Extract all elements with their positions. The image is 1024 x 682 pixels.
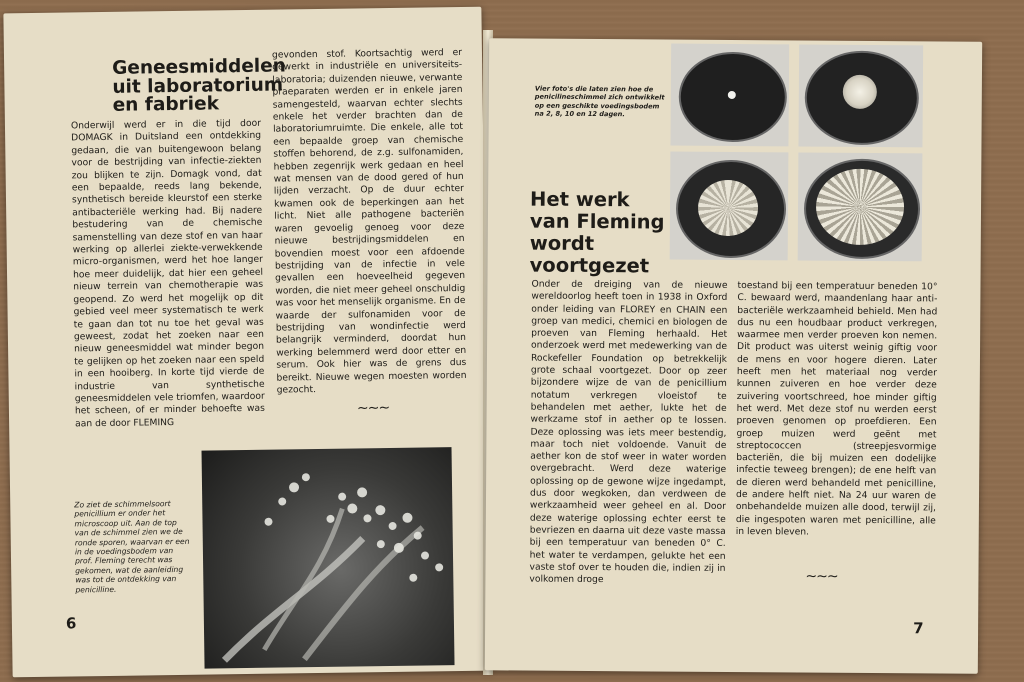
penicillium-spores-image (202, 447, 455, 668)
left-body-column-2: gevonden stof. Koortsachtig werd er gewerkt in industriële en universiteits-laboratoria; duizenden nieuwe, verwante praeparaten werden er in enkele jaren samengesteld, waarvan echter slechts enkele het verder brachten dan de laboratoriumruimte. Die enkele, alle tot een bepaalde groep van chemische stoffen behorend, de z.g. sulfonamiden, hebben zegenrijk werk gedaan en heel wat mensen van de dood gered of hun lijden verzacht. Op de duur echter kwamen ook de beperkingen aan het licht. Niet alle pathogene bacteriën waren gevoelig genoeg voor deze nieuwe bestrijdingsmiddelen en bovendien moest voor een afdoende bestrijding van de infectie in vele gevallen een hoeveelheid gegeven worden, die niet meer geheel onschuldig was voor het menselijk organisme. En de waarde der sulfonamiden voor de bestrijding van wondinfectie werd belangrijk verminderd, doordat hun werking belemmerd werd door etter en serum. Ook hier was de grens dus bereikt. Nieuwe wegen moesten worden gezocht. (271, 46, 467, 396)
right-squiggle-divider: ~~~ (805, 568, 838, 585)
petri-dish-day-8-photo (798, 44, 923, 147)
left-title-line-2: uit laboratorium (112, 73, 284, 98)
left-page-number: 6 (65, 614, 77, 633)
petri-dish-day-10-photo (670, 152, 789, 261)
right-body-column-2: toestand bij een temperatuur beneden 10° C. bewaard werd, maandenlang haar anti-bacteriële werkzaamheid behield. Men had dus nu een houdbaar product verkregen, waarmee men verder proeven kon nemen. Dit product was uiterst weinig giftig voor de mens en voor hogere dieren. Later heeft men het materiaal nog verder kunnen zuiveren en hoe verder deze zuivering voortschreed, hoe minder giftig het werd. Met deze stof nu werden eerst proeven genomen op proefdieren. Een groep muizen werd geënt met streptococcen (streepjesvormige bacteriën, die bij muizen een dodelijke infectie teweeg brengen); de ene helft van de dieren werd behandeld met penicilline, de andere helft niet. Na 24 uur waren de onbehandelde muizen alle dood, terwijl zij, die ingespoten waren met penicilline, alle in leven bleven. (735, 280, 938, 538)
petri-dish-caption: Vier foto's die laten zien hoe de penicilineschimmel zich ontwikkelt op een geschikte voedingsbodem na 2, 8, 10 en 12 dagen. (534, 84, 665, 119)
right-title-line-2: van Fleming (529, 209, 665, 234)
left-body-column-1: Onderwijl werd er in die tijd door DOMAGK in Duitsland een ontdekking gedaan, die van buitengewoon belang voor de bestrijding van infectie-ziekten zou blijken te zijn. Domagk vond, dat een bepaalde, reeds lang bekende, synthetisch bereide kleurstof een sterke antibacteriële werking had. Bij nadere bestudering van de chemische samenstelling van deze stof en van haar werking op allerlei ziekte-verwekkende micro-organismen, werd het hoe langer hoe meer duidelijk, dat hier een geheel nieuw terrein van chemotherapie was geopend. Zo werd het mogelijk op dit gebied veel meer systematisch te werk te gaan dan tot nu toe het geval was geweest, zodat het zoeken naar een nieuw geneesmiddel wat minder begon te gelijken op het zoeken naar een speld in een hooiberg. In korte tijd vierde de industrie van synthetische geneesmiddelen vele triomfen, waardoor het scheen, of er minder behoefte was aan de door FLEMING (70, 117, 266, 430)
microscope-photo (202, 447, 455, 668)
left-page (3, 7, 490, 678)
left-photo-caption: Zo ziet de schimmelsoort penicillium er onder het microscoop uit. Aan de top van de schimmel zien we de ronde sporen, waarvan er een in de voedingsbodem van prof. Fleming terecht was gekomen, wat de aanleiding was tot de ontdekking van penicilline. (74, 499, 190, 595)
right-page (485, 38, 982, 673)
right-title-line-3: wordt (529, 231, 595, 256)
right-title-line-4: voortgezet (529, 253, 650, 278)
right-page-title (530, 189, 665, 278)
right-body-column-1: Onder de dreiging van de nieuwe wereldoorlog heeft toen in 1938 in Oxford onder leiding van FLOREY en CHAIN een groep van medici, chemici en biologen de proeven van Fleming herhaald. Het onderzoek werd met medewerking van de Rockefeller Foundation op betrekkelijk grote schaal voortgezet. Door op zeer bijzondere wijze de van de penicillium notatum verkregen vloeistof te behandelen met aether, lukte het de werkzame stof in aether op te lossen. Deze oplossing was iets meer bestendig, maar toch niet voldoende. Vanuit de aether kon de stof weer in water worden overgebracht. Werd deze waterige oplossing op de gewone wijze ingedampt, dus door wegkoken, dan verdween de werkzaamheid weer geheel en al. Door deze waterige oplossing echter eerst te bevriezen en daarna uit deze vaste massa bij een temperatuur van beneden 0° C. het water te verdampen, gelukte het een vaste stof over te houden die, indien zij in volkomen droge (529, 278, 728, 586)
petri-dish-day-12-photo (798, 152, 923, 261)
right-page-number: 7 (913, 619, 924, 638)
left-title-line-1: Geneesmiddelen (112, 55, 287, 79)
right-title-line-1: Het werk (530, 187, 630, 212)
left-title-line-3: en fabriek (112, 93, 220, 116)
left-page-title (112, 57, 286, 115)
petri-dish-day-2-photo (670, 44, 789, 147)
left-squiggle-divider: ~~~ (356, 400, 390, 417)
